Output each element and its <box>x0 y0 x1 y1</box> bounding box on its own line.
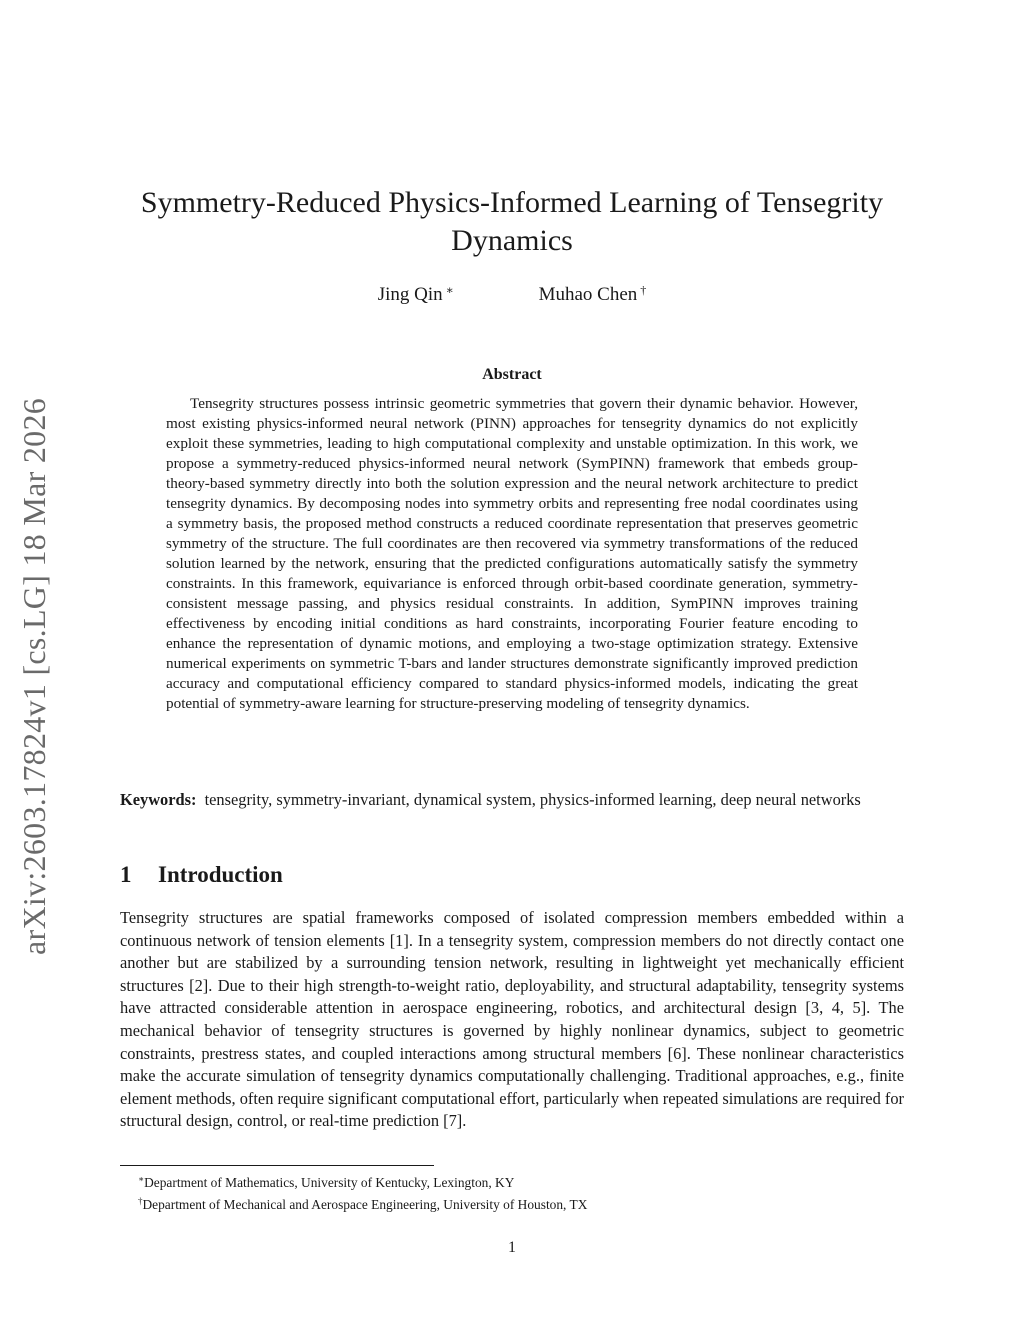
footnote-2-mark: † <box>138 1196 143 1206</box>
author-1-mark: ∗ <box>445 283 454 297</box>
footnote-1 <box>138 1170 898 1192</box>
author-2-mark: † <box>640 283 647 297</box>
footnote-2-text: Department of Mechanical and Aerospace Engineering, University of Houston, TX <box>142 1197 588 1212</box>
section-heading-introduction <box>120 862 904 888</box>
arxiv-identifier[interactable]: arXiv:2603.17824v1 [cs.LG] 18 Mar 2026 <box>16 397 52 955</box>
author-list <box>0 283 1024 306</box>
footnote-2 <box>138 1192 898 1214</box>
author-1-name: Jing Qin <box>377 284 443 305</box>
footnote-divider <box>120 1165 434 1166</box>
abstract-body: Tensegrity structures possess intrinsic geometric symmetries that govern their dynamic behavior. However, most existing physics-informed neural network (PINN) approaches for tensegrity dynamics do not explicitly exploit these symmetries, leading to high computational complexity and unstable optimization. In this work, we propose a symmetry-reduced physics-informed neural network (SymPINN) framework that embeds group-theory-based symmetry directly into both the solution expression and the neural network architecture to predict tensegrity dynamics. By decomposing nodes into symmetry orbits and representing free nodal coordinates using a symmetry basis, the proposed method constructs a reduced coordinate representation that preserves geometric symmetry of the structure. The full coordinates are then recovered via symmetry transformations of the reduced solution learned by the network, ensuring that the predicted configurations automatically satisfy the symmetry constraints. In this framework, equivariance is enforced through orbit-based coordinate generation, symmetry-consistent message passing, and physics residual constraints. In addition, SymPINN improves training effectiveness by encoding initial conditions as hard constraints, incorporating Fourier feature encoding to enhance the representation of dynamic motions, and employing a two-stage optimization strategy. Extensive numerical experiments on symmetric T-bars and lander structures demonstrate significantly improved prediction accuracy and computational efficiency compared to standard physics-informed models, indicating the great potential of symmetry-aware learning for structure-preserving modeling of tensegrity dynamics. <box>166 395 858 712</box>
introduction-body: Tensegrity structures are spatial frameworks composed of isolated compression members embedded within a continuous network of tension elements [1]. In a tensegrity system, compression members do not directly contact one another but are stabilized by a surrounding tension network, resulting in lightweight yet mechanically efficient structures [2]. Due to their high strength-to-weight ratio, deployability, and structural adaptability, tensegrity systems have attracted considerable attention in aerospace engineering, robotics, and architectural design [3, 4, 5]. The mechanical behavior of tensegrity structures is governed by highly nonlinear dynamics, subject to geometric constraints, prestress states, and coupled interactions among structural members [6]. These nonlinear characteristics make the accurate simulation of tensegrity dynamics computationally challenging. Traditional approaches, e.g., finite element methods, often require significant computational effort, particularly when repeated simulations are required for structural design, control, or real-time prediction [7]. <box>120 908 904 1131</box>
footnotes <box>138 1170 898 1214</box>
keywords <box>120 789 904 811</box>
author-2-name: Muhao Chen <box>538 284 638 305</box>
abstract-heading: Abstract <box>482 366 542 383</box>
section-number: 1 <box>120 862 132 887</box>
author-1 <box>378 283 454 306</box>
paper-title: Symmetry-Reduced Physics-Informed Learning of Tensegrity Dynamics <box>140 186 884 257</box>
section-title: Introduction <box>158 862 283 887</box>
footnote-1-mark: ∗ <box>138 1174 145 1184</box>
keywords-text: tensegrity, symmetry-invariant, dynamical system, physics-informed learning, deep neural networks <box>204 790 861 809</box>
footnote-1-text: Department of Mathematics, University of Kentucky, Lexington, KY <box>144 1175 515 1190</box>
page-number: 1 <box>508 1239 516 1256</box>
keywords-label: Keywords: <box>120 790 197 809</box>
author-2 <box>539 283 647 306</box>
